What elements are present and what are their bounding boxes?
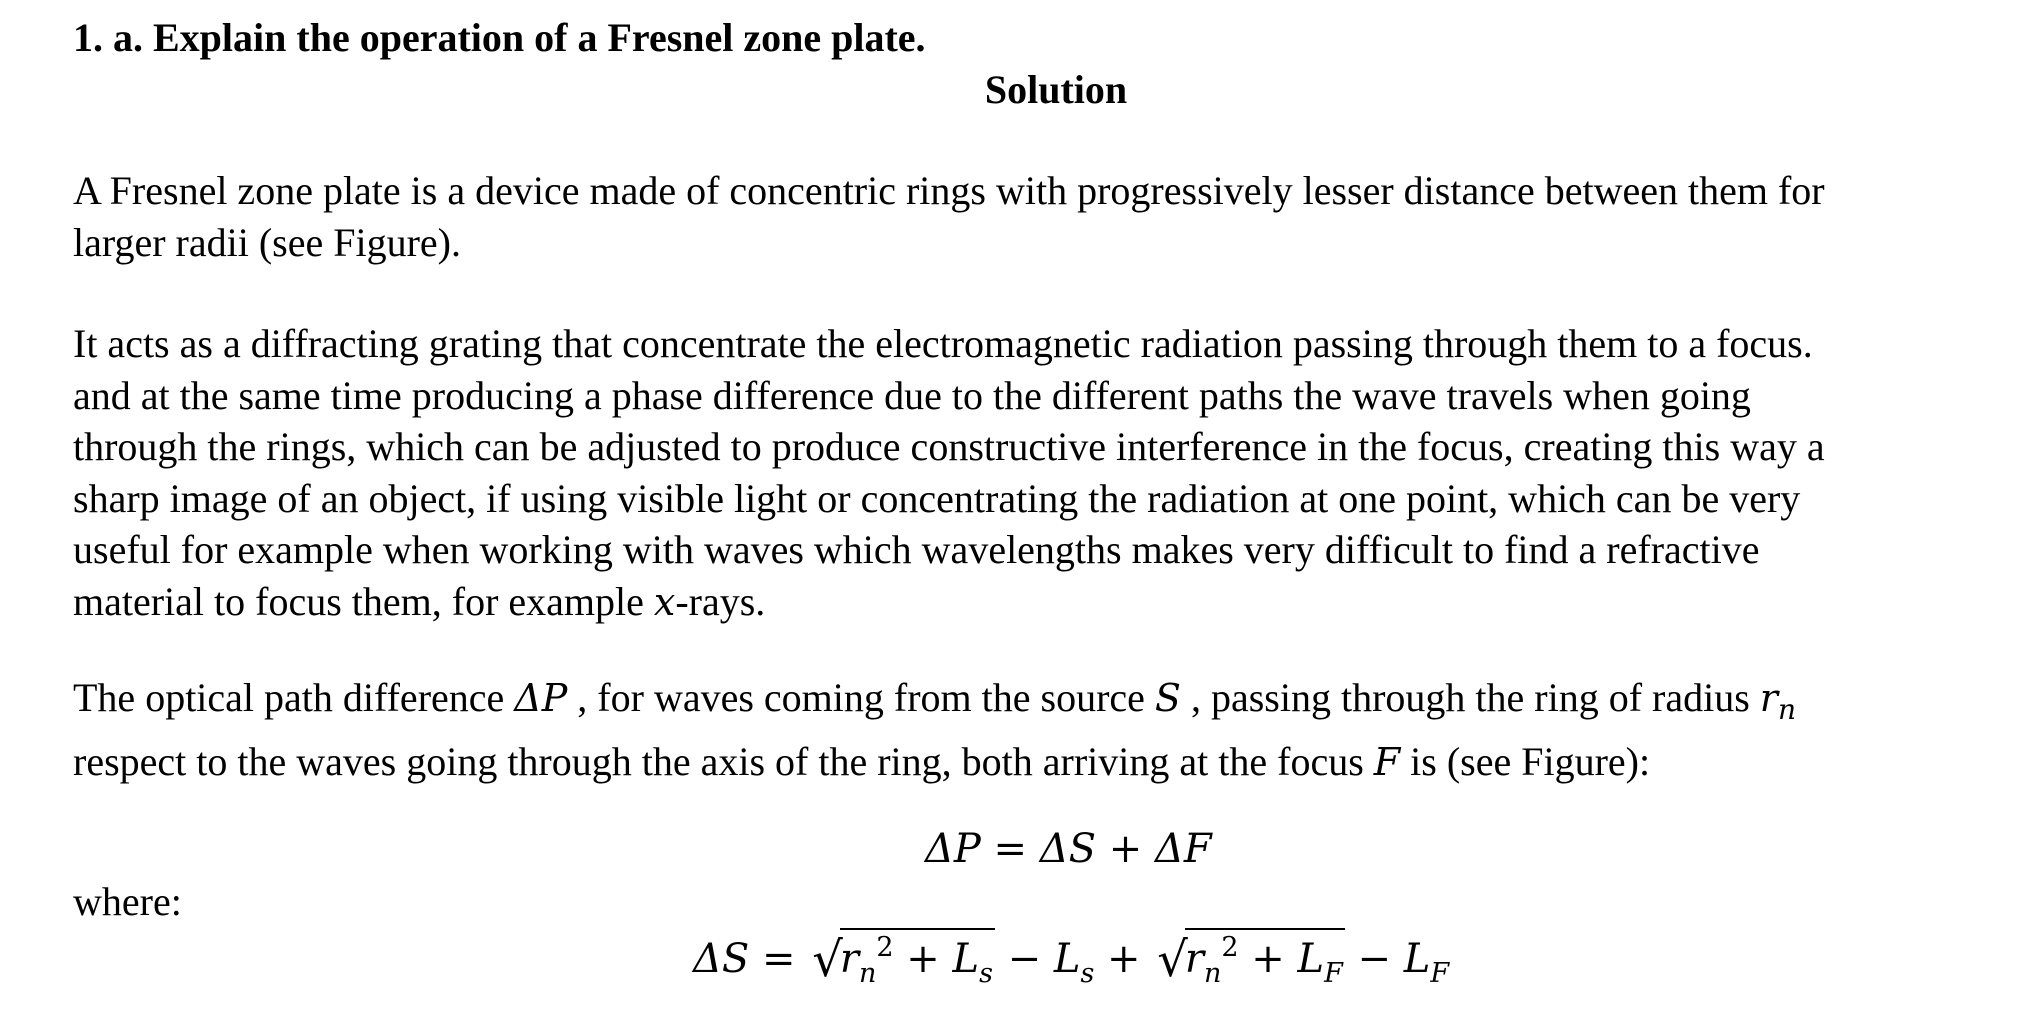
text-line — [73, 736, 2003, 789]
radical-sign-icon: √ — [812, 932, 843, 988]
var-l: L — [1297, 936, 1325, 982]
text-fragment: is (see Figure): — [1400, 738, 1651, 784]
sub-f: F — [1430, 958, 1450, 989]
paragraph-operation — [73, 318, 2003, 628]
var-r: r — [839, 936, 859, 982]
question-heading: 1. a. Explain the operation of a Fresnel zone plate. — [73, 15, 926, 60]
text-fragment: The optical path difference — [73, 675, 515, 720]
text-line: It acts as a diffracting grating that concentrate the electromagnetic radiation passing through them to a focus. — [73, 321, 1813, 366]
op-plus: + — [1238, 936, 1298, 982]
text-line — [73, 672, 2003, 736]
square-root-2 — [1153, 928, 1345, 989]
text-fragment: -rays. — [675, 578, 766, 624]
text-line: A Fresnel zone plate is a device made of concentric rings with progressively lesser distance between them for — [73, 168, 1825, 213]
where-label: where: — [73, 879, 182, 924]
eq-lhs: ΔS — [693, 936, 750, 982]
sub-n: n — [1203, 958, 1222, 989]
sub-n: n — [858, 958, 877, 989]
eq-equals: = — [980, 826, 1040, 872]
paragraph-definition — [73, 165, 2003, 268]
square-root-1 — [808, 928, 995, 989]
var-l: L — [1053, 936, 1081, 982]
op-minus: − — [1344, 936, 1404, 982]
var-r: r — [1184, 936, 1204, 982]
radicand — [840, 928, 995, 989]
eq-equals: = — [749, 936, 809, 982]
radical-sign-icon: √ — [1157, 932, 1188, 988]
eq-term-delta-f: ΔF — [1155, 826, 1212, 872]
math-variable-delta-p: ΔP — [514, 676, 568, 720]
op-minus: − — [994, 936, 1054, 982]
math-variable-f: F — [1373, 739, 1401, 784]
text-line — [73, 576, 2003, 629]
op-plus: + — [893, 936, 953, 982]
text-fragment: , passing through the ring of radius — [1180, 675, 1760, 720]
paragraph-path-difference — [73, 672, 2003, 788]
text-line: sharp image of an object, if using visible light or concentrating the radiation at one point, which can be very — [73, 475, 1801, 521]
var-l: L — [1403, 936, 1431, 982]
math-variable-s: S — [1154, 676, 1181, 720]
text-line: through the rings, which can be adjusted to produce constructive interference in the focus, creating this way a — [73, 424, 1825, 469]
math-subscript-n: n — [1777, 693, 1796, 726]
sub-s: s — [1080, 958, 1095, 989]
text-line: larger radii (see Figure). — [73, 219, 461, 265]
math-variable-x: x — [653, 579, 676, 624]
eq-plus: + — [1096, 826, 1156, 872]
text-line: useful for example when working with waves which wavelengths makes very difficult to find a refractive — [73, 527, 1760, 572]
sub-f: F — [1324, 958, 1343, 989]
op-plus: + — [1094, 936, 1154, 982]
text-fragment: material to focus them, for example — [73, 578, 654, 624]
var-l: L — [952, 936, 980, 982]
text-fragment: respect to the waves going through the axis of the ring, both arriving at the focus — [73, 738, 1374, 784]
eq-term-delta-s: ΔS — [1039, 826, 1097, 872]
solution-label: Solution — [984, 67, 1128, 112]
eq-lhs: ΔP — [925, 826, 981, 872]
sup-2: 2 — [1221, 932, 1239, 963]
equation-path-difference — [925, 826, 1212, 872]
text-line: and at the same time producing a phase difference due to the different paths the wave travels when going — [73, 372, 1751, 418]
equation-delta-s — [693, 928, 1449, 989]
sub-s: s — [979, 958, 993, 989]
text-fragment: , for waves coming from the source — [567, 675, 1155, 720]
math-variable-r: r — [1759, 676, 1778, 720]
sup-2: 2 — [876, 932, 894, 963]
radicand — [1185, 928, 1345, 989]
